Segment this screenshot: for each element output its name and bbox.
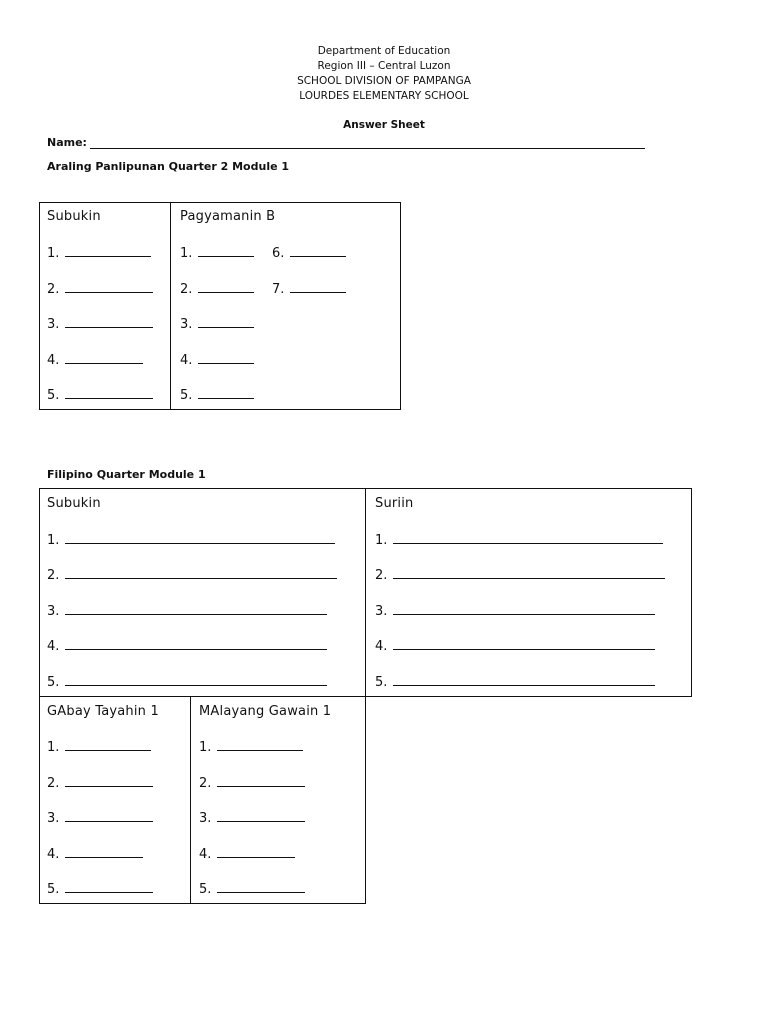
subukin-heading: Subukin bbox=[47, 209, 101, 224]
suriin-answer-1[interactable]: 1. bbox=[375, 532, 663, 548]
header-line-school: LOURDES ELEMENTARY SCHOOL bbox=[299, 90, 469, 102]
pagyamanin-heading: Pagyamanin B bbox=[180, 209, 276, 224]
malayang-answer-1[interactable]: 1. bbox=[199, 739, 303, 755]
pagyamanin-answer-2[interactable]: 2. bbox=[180, 281, 254, 297]
filipino-bottom-divider bbox=[190, 696, 191, 904]
suriin-answer-4[interactable]: 4. bbox=[375, 638, 655, 654]
malayang-answer-5[interactable]: 5. bbox=[199, 881, 305, 897]
malayang-answer-3[interactable]: 3. bbox=[199, 810, 305, 826]
page-title: Answer Sheet bbox=[343, 119, 425, 131]
ap-subukin-answer-4[interactable]: 4. bbox=[47, 352, 143, 368]
suriin-answer-3[interactable]: 3. bbox=[375, 603, 655, 619]
fil-subukin-answer-5[interactable]: 5. bbox=[47, 674, 327, 690]
ap-subukin-answer-3[interactable]: 3. bbox=[47, 316, 153, 332]
fil-subukin-answer-4[interactable]: 4. bbox=[47, 638, 327, 654]
document-header bbox=[0, 44, 768, 104]
gabay-answer-3[interactable]: 3. bbox=[47, 810, 153, 826]
pagyamanin-answer-6[interactable]: 6. bbox=[272, 245, 346, 261]
name-label: Name: bbox=[47, 136, 87, 149]
malayang-answer-4[interactable]: 4. bbox=[199, 846, 295, 862]
gabay-answer-2[interactable]: 2. bbox=[47, 775, 153, 791]
araling-panlipunan-table bbox=[39, 202, 401, 410]
header-line-department: Department of Education bbox=[317, 45, 451, 57]
header-line-region: Region III – Central Luzon bbox=[317, 60, 451, 72]
fil-subukin-answer-3[interactable]: 3. bbox=[47, 603, 327, 619]
suriin-answer-2[interactable]: 2. bbox=[375, 567, 665, 583]
malayang-answer-2[interactable]: 2. bbox=[199, 775, 305, 791]
pagyamanin-answer-4[interactable]: 4. bbox=[180, 352, 254, 368]
filipino-bottom-table bbox=[39, 696, 366, 904]
filipino-subukin-heading: Subukin bbox=[47, 496, 101, 511]
pagyamanin-answer-3[interactable]: 3. bbox=[180, 316, 254, 332]
suriin-heading: Suriin bbox=[375, 496, 414, 511]
gabay-tayahin-heading: GAbay Tayahin 1 bbox=[47, 704, 159, 719]
section-title-filipino: Filipino Quarter Module 1 bbox=[47, 468, 206, 481]
pagyamanin-answer-1[interactable]: 1. bbox=[180, 245, 254, 261]
fil-subukin-answer-1[interactable]: 1. bbox=[47, 532, 335, 548]
ap-subukin-answer-2[interactable]: 2. bbox=[47, 281, 153, 297]
ap-subukin-answer-5[interactable]: 5. bbox=[47, 387, 153, 403]
gabay-answer-5[interactable]: 5. bbox=[47, 881, 153, 897]
header-line-division: SCHOOL DIVISION OF PAMPANGA bbox=[297, 75, 471, 87]
suriin-answer-5[interactable]: 5. bbox=[375, 674, 655, 690]
section-title-araling-panlipunan: Araling Panlipunan Quarter 2 Module 1 bbox=[47, 160, 290, 173]
gabay-answer-1[interactable]: 1. bbox=[47, 739, 151, 755]
pagyamanin-answer-7[interactable]: 7. bbox=[272, 281, 346, 297]
name-field[interactable] bbox=[90, 148, 645, 149]
table-divider bbox=[170, 202, 171, 410]
fil-subukin-answer-2[interactable]: 2. bbox=[47, 567, 337, 583]
pagyamanin-answer-5[interactable]: 5. bbox=[180, 387, 254, 403]
gabay-answer-4[interactable]: 4. bbox=[47, 846, 143, 862]
ap-subukin-answer-1[interactable]: 1. bbox=[47, 245, 151, 261]
malayang-gawain-heading: MAlayang Gawain 1 bbox=[199, 704, 332, 719]
